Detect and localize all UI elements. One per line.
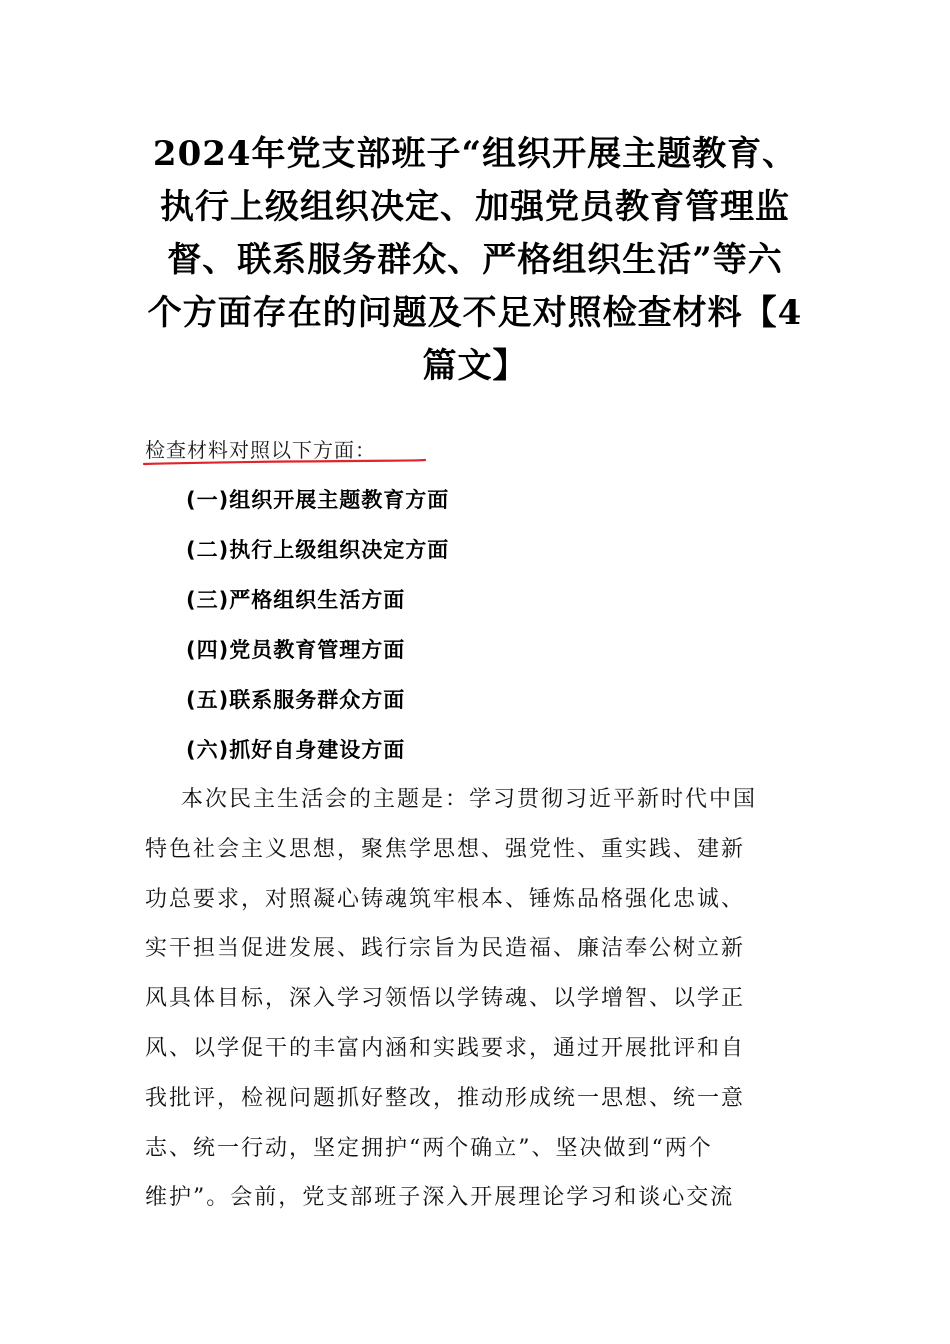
paragraph-line: 实干担当促进发展、践行宗旨为民造福、廉洁奉公树立新 (145, 936, 746, 962)
title-line: 篇文】 (422, 346, 528, 386)
intro-text: 检查材料对照以下方面： (145, 438, 376, 462)
title-line: 督、联系服务群众、严格组织生活”等六 (167, 240, 783, 280)
list-item: (二)执行上级组织决定方面 (186, 538, 450, 562)
title-line: 2024年党支部班子“组织开展主题教育、 (152, 134, 798, 174)
title-line: 个方面存在的问题及不足对照检查材料【4 (147, 293, 803, 333)
paragraph-line: 特色社会主义思想，聚焦学思想、强党性、重实践、建新 (145, 836, 746, 862)
title-line: 执行上级组织决定、加强党员教育管理监 (160, 187, 790, 227)
red-underline (143, 458, 426, 466)
paragraph-line: 风、以学促干的丰富内涵和实践要求，通过开展批评和自 (145, 1035, 746, 1061)
list-item: (六)抓好自身建设方面 (186, 738, 406, 762)
list-item: (五)联系服务群众方面 (186, 688, 406, 712)
paragraph-line: 风具体目标，深入学习领悟以学铸魂、以学增智、以学正 (145, 986, 746, 1012)
paragraph-line: 我批评，检视问题抓好整改，推动形成统一思想、统一意 (145, 1085, 746, 1111)
paragraph-line: 志、统一行动，坚定拥护“两个确立”、坚决做到“两个 (145, 1135, 713, 1161)
paragraph-line: 维护”。会前，党支部班子深入开展理论学习和谈心交流 (145, 1185, 735, 1211)
paragraph-line: 本次民主生活会的主题是：学习贯彻习近平新时代中国 (181, 787, 758, 812)
list-item: (一)组织开展主题教育方面 (186, 488, 450, 512)
paragraph-line: 功总要求，对照凝心铸魂筑牢根本、锤炼品格强化忠诚、 (145, 886, 746, 912)
aspect-list (186, 482, 449, 782)
list-item: (三)严格组织生活方面 (186, 588, 406, 612)
document-title (140, 128, 810, 393)
body-paragraph (145, 780, 809, 1228)
list-item: (四)党员教育管理方面 (186, 638, 406, 662)
